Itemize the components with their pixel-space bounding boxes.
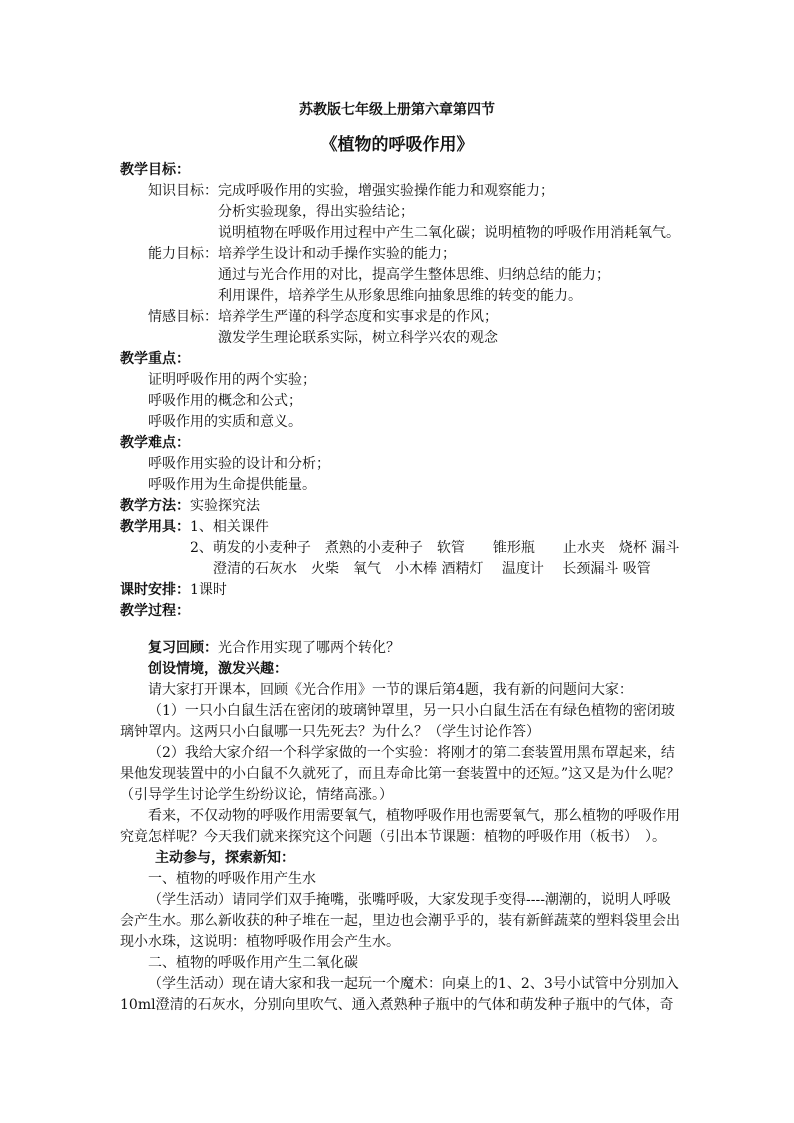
paragraph-line: 究竟怎样呢？今天我们就来探究这个问题（引出本节课题：植物的呼吸作用（板书） ）。 <box>120 829 666 845</box>
emotion-objective-text: 培养学生严谨的科学态度和实事求是的作风； <box>218 309 498 325</box>
paragraph-line: 现小水珠，这说明：植物呼吸作用会产生水。 <box>120 934 400 950</box>
key-point-item: 证明呼吸作用的两个实验； <box>148 372 316 388</box>
review-text: 光合作用实现了哪两个转化？ <box>218 640 400 656</box>
paragraph-line: （2）我给大家介绍一个科学家做的一个实验：将刚才的第二套装置用黑布罩起来，结 <box>148 745 675 761</box>
difficulties-heading: 教学难点： <box>120 435 190 451</box>
paragraph-line: 10ml澄清的石灰水，分别向里吹气、通入煮熟种子瓶中的气体和萌发种子瓶中的气体，奇 <box>120 997 674 1013</box>
ability-objective-text: 培养学生设计和动手操作实验的能力； <box>218 246 456 262</box>
ability-objective-line-2: 通过与光合作用的对比，提高学生整体思维、归纳总结的能力； <box>218 267 610 283</box>
tools-line-3: 澄清的石灰水 火柴 氧气 小木棒 酒精灯 温度计 长颈漏斗 吸管 <box>213 561 651 577</box>
hours-heading: 课时安排： <box>120 582 190 598</box>
paragraph-line: （学生活动）现在请大家和我一起玩一个魔术：向桌上的1、2、3号小试管中分别加入 <box>148 976 679 992</box>
review-line <box>148 638 400 659</box>
objectives-heading: 教学目标： <box>120 162 190 178</box>
key-point-item: 呼吸作用的实质和意义。 <box>148 414 302 430</box>
key-point-item: 呼吸作用的概念和公式； <box>148 393 302 409</box>
paragraph-line: 看来，不仅动物的呼吸作用需要氧气，植物呼吸作用也需要氧气，那么植物的呼吸作用 <box>148 808 680 824</box>
knowledge-objective-line-3: 说明植物在呼吸作用过程中产生二氧化碳；说明植物的呼吸作用消耗氧气。 <box>218 225 680 241</box>
doc-title: 《植物的呼吸作用》 <box>320 135 474 155</box>
knowledge-objective-label: 知识目标： <box>148 183 218 199</box>
review-label: 复习回顾： <box>148 640 218 656</box>
tools-text-1: 1、相关课件 <box>190 519 269 535</box>
tools-heading: 教学用具： <box>120 519 190 535</box>
method-text: 实验探究法 <box>190 498 260 514</box>
paragraph-line: 请大家打开课本，回顾《光合作用》一节的课后第4题，我有新的问题问大家： <box>148 682 633 698</box>
tools-line-2: 2、萌发的小麦种子 煮熟的小麦种子 软管 锥形瓶 止水夹 烧杯 漏斗 <box>190 540 680 556</box>
method-line <box>120 496 260 517</box>
key-points-heading: 教学重点： <box>120 351 190 367</box>
hours-text: 1课时 <box>190 582 227 598</box>
process-heading: 教学过程： <box>120 603 190 619</box>
situation-heading: 创设情境，激发兴趣： <box>148 661 288 677</box>
tools-line-1 <box>120 517 269 538</box>
paragraph-line: （引导学生讨论学生纷纷议论，情绪高涨。） <box>120 787 393 803</box>
difficulty-item: 呼吸作用实验的设计和分析； <box>148 456 330 472</box>
emotion-objective-label: 情感目标： <box>148 309 218 325</box>
knowledge-objective-line-2: 分析实验现象，得出实验结论； <box>218 204 414 220</box>
paragraph-line: 会产生水。那么新收获的种子堆在一起，里边也会潮乎乎的，装有新鲜蔬菜的塑料袋里会出 <box>120 913 680 929</box>
hours-line <box>120 580 227 601</box>
paragraph-line: （学生活动）请同学们双手掩嘴，张嘴呼吸，大家发现手变得----潮潮的，说明人呼吸 <box>148 892 671 908</box>
paragraph-line: 果他发现装置中的小白鼠不久就死了，而且寿命比第一套装置中的还短。”这又是为什么呢？ <box>120 766 681 782</box>
section-title: 二、植物的呼吸作用产生二氧化碳 <box>148 955 358 971</box>
emotion-objective-line-1 <box>148 307 498 328</box>
paragraph-line: （1）一只小白鼠生活在密闭的玻璃钟罩里，另一只小白鼠生活在有绿色植物的密闭玻 <box>148 703 675 719</box>
ability-objective-line-1 <box>148 244 456 265</box>
paragraph-line: 璃钟罩内。这两只小白鼠哪一只先死去？为什么？（学生讨论作答） <box>120 724 540 740</box>
method-heading: 教学方法： <box>120 498 190 514</box>
explore-heading: 主动参与，探索新知： <box>155 850 295 866</box>
ability-objective-label: 能力目标： <box>148 246 218 262</box>
section-title: 一、植物的呼吸作用产生水 <box>148 871 316 887</box>
difficulty-item: 呼吸作用为生命提供能量。 <box>148 477 316 493</box>
emotion-objective-line-2: 激发学生理论联系实际，树立科学兴农的观念 <box>218 330 498 346</box>
knowledge-objective-line-1 <box>148 181 554 202</box>
ability-objective-line-3: 利用课件，培养学生从形象思维向抽象思维的转变的能力。 <box>218 288 582 304</box>
doc-subtitle: 苏教版七年级上册第六章第四节 <box>299 102 495 118</box>
knowledge-objective-text: 完成呼吸作用的实验，增强实验操作能力和观察能力； <box>218 183 554 199</box>
